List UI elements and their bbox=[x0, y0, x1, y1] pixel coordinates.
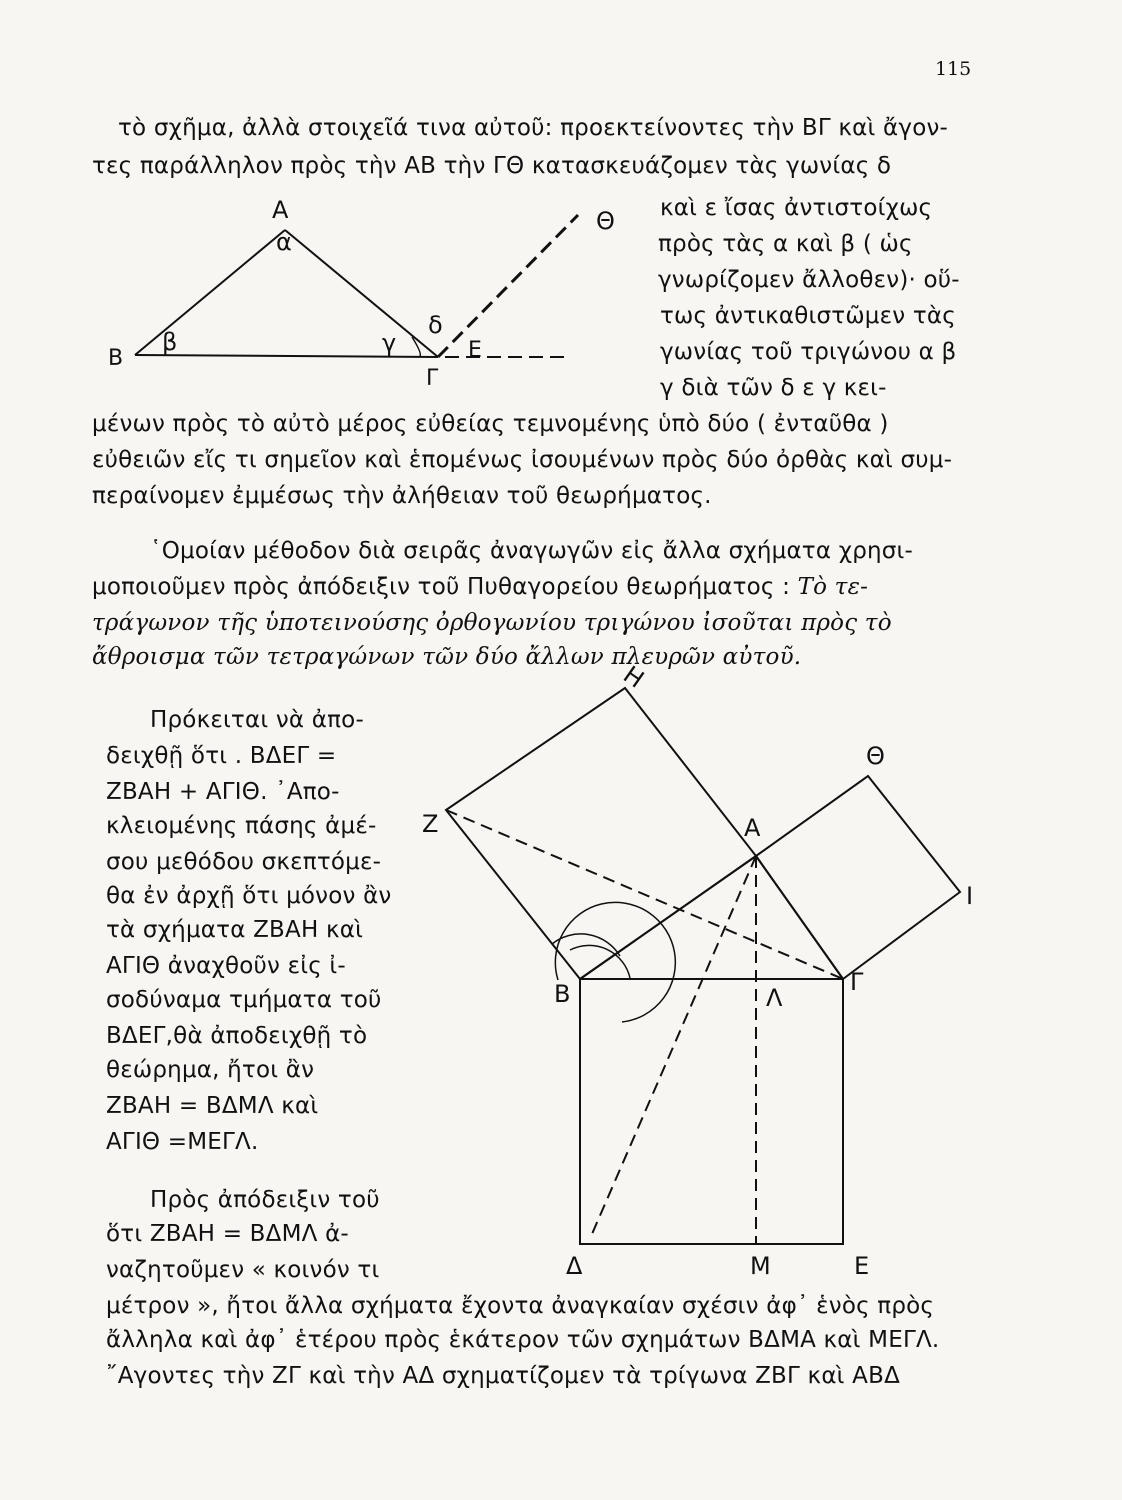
side-ab bbox=[135, 230, 285, 355]
label-H: Η bbox=[618, 660, 650, 694]
theorem-statement: ἄθροισμα τῶν τετραγώνων τῶν δύο ἄλλων πλευρῶν αὐτοῦ. bbox=[92, 644, 802, 670]
square-bdeg bbox=[580, 979, 843, 1244]
text-line: περαίνομεν ἐμμέσως τὴν ἀλήθειαν τοῦ θεωρήματος. bbox=[92, 483, 712, 509]
text-line: τὸ σχῆμα, ἀλλὰ στοιχεῖά τινα αὐτοῦ: προεκτείνοντες τὴν ΒΓ καὶ ἄγον- bbox=[118, 115, 949, 141]
label-D: Δ bbox=[566, 1252, 583, 1280]
text-line: γ διὰ τῶν δ ε γ κει- bbox=[660, 375, 887, 401]
text-line: καὶ ε ἴσας ἀντιστοίχως bbox=[660, 195, 933, 221]
text-line: ΑΓΙΘ =ΜΕΓΛ. bbox=[106, 1129, 259, 1155]
label-Th: Θ bbox=[596, 207, 615, 235]
text-line: ῾Ομοίαν μέθοδον διὰ σειρᾶς ἀναγωγῶν εἰς ἄλλα σχήματα χρησι- bbox=[150, 538, 914, 564]
label-delta: δ bbox=[428, 311, 443, 339]
triangle-figure bbox=[100, 185, 640, 385]
text-line: πρὸς τὰς α καὶ β ( ὡς bbox=[658, 231, 913, 257]
text-line: ΖΒΑΗ = ΒΔΜΛ καὶ bbox=[106, 1093, 319, 1119]
label-B: Β bbox=[108, 346, 124, 371]
side-ag bbox=[285, 230, 438, 357]
text-line: ἄλληλα καὶ ἀφ᾽ ἑτέρου πρὸς ἑκάτερον τῶν σχημάτων ΒΔΜΑ καὶ ΜΕΓΛ. bbox=[106, 1327, 940, 1353]
label-I: Ι bbox=[966, 882, 974, 910]
text-line: γωνίας τοῦ τριγώνου α β bbox=[660, 339, 957, 365]
label-E: Ε bbox=[854, 1252, 870, 1280]
text-line: ΒΔΕΓ,θὰ ἀποδειχθῇ τὸ bbox=[106, 1023, 368, 1049]
label-M: Μ bbox=[750, 1252, 771, 1280]
label-A: Α bbox=[272, 196, 289, 224]
text-line: εὐθειῶν εἴς τι σημεῖον καὶ ἑπομένως ἰσουμένων πρὸς δύο ὀρθὰς καὶ συμ- bbox=[92, 447, 953, 473]
text-line: ΑΓΙΘ ἀναχθοῦν εἰς ἰ- bbox=[106, 953, 346, 979]
label-B: Β bbox=[554, 980, 571, 1008]
text-line: τως ἀντικαθιστῶμεν τὰς bbox=[660, 303, 956, 329]
line-gth bbox=[438, 215, 578, 357]
label-Z: Ζ bbox=[422, 810, 439, 838]
text-line: ναζητοῦμεν « κοινόν τι bbox=[106, 1257, 380, 1283]
page-number: 115 bbox=[935, 58, 972, 80]
text-line: σου μεθόδου σκεπτόμε- bbox=[106, 849, 382, 875]
text-line: κλειομένης πάσης ἀμέ- bbox=[106, 813, 377, 839]
square-zbah bbox=[446, 688, 756, 979]
text-line: δειχθῇ ὅτι . ΒΔΕΓ = bbox=[106, 743, 337, 769]
text-line: ΖΒΑΗ + ΑΓΙΘ. ᾽Απο- bbox=[106, 779, 340, 805]
label-alpha: α bbox=[276, 228, 292, 256]
label-Th: Θ bbox=[866, 742, 885, 770]
text-line: γνωρίζομεν ἄλλοθεν)· οὕ- bbox=[658, 267, 960, 293]
label-G: Γ bbox=[850, 968, 864, 996]
text-line: μέτρον », ἤτοι ἄλλα σχήματα ἔχοντα ἀναγκαίαν σχέσιν ἀφ᾽ ἑνὸς πρὸς bbox=[106, 1293, 935, 1319]
label-beta: β bbox=[162, 328, 178, 356]
text-line: θα ἐν ἀρχῇ ὅτι μόνον ἂν bbox=[106, 883, 392, 909]
text-line: θεώρημα, ἤτοι ἂν bbox=[106, 1057, 315, 1083]
text-line: τὰ σχήματα ΖΒΑΗ καὶ bbox=[106, 917, 364, 943]
pythagoras-figure bbox=[400, 660, 1000, 1280]
theorem-statement: Τὸ τε- bbox=[797, 574, 869, 600]
label-L: Λ bbox=[766, 984, 783, 1012]
text-line: Πρόκειται νὰ ἀπο- bbox=[150, 707, 364, 733]
text-line: τες παράλληλον πρὸς τὴν ΑΒ τὴν ΓΘ κατασκευάζομεν τὰς γωνίας δ bbox=[92, 153, 892, 179]
label-G: Γ bbox=[426, 366, 439, 385]
text-line: ὅτι ΖΒΑΗ = ΒΔΜΛ ἀ- bbox=[106, 1221, 349, 1247]
label-A: Α bbox=[744, 814, 761, 842]
text-line: ῎Αγοντες τὴν ΖΓ καὶ τὴν ΑΔ σχηματίζομεν τὰ τρίγωνα ΖΒΓ καὶ ΑΒΔ bbox=[106, 1363, 901, 1389]
angle-arc-b-inner bbox=[555, 902, 675, 1022]
text-segment: μοποιοῦμεν πρὸς ἀπόδειξιν τοῦ Πυθαγορείου θεωρήματος : bbox=[92, 574, 791, 600]
label-gamma: γ bbox=[382, 329, 397, 357]
label-epsilon: Ε bbox=[468, 338, 482, 363]
square-athig bbox=[756, 776, 960, 979]
text-line: σοδύναμα τμήματα τοῦ bbox=[106, 987, 382, 1013]
text-line: Πρὸς ἀπόδειξιν τοῦ bbox=[150, 1187, 380, 1213]
text-line: μένων πρὸς τὸ αὐτὸ μέρος εὐθείας τεμνομένης ὑπὸ δύο ( ἐνταῦθα ) bbox=[92, 411, 889, 437]
theorem-statement: τράγωνον τῆς ὑποτεινούσης ὀρθογωνίου τριγώνου ἰσοῦται πρὸς τὸ bbox=[92, 610, 892, 636]
text-line bbox=[92, 571, 868, 603]
